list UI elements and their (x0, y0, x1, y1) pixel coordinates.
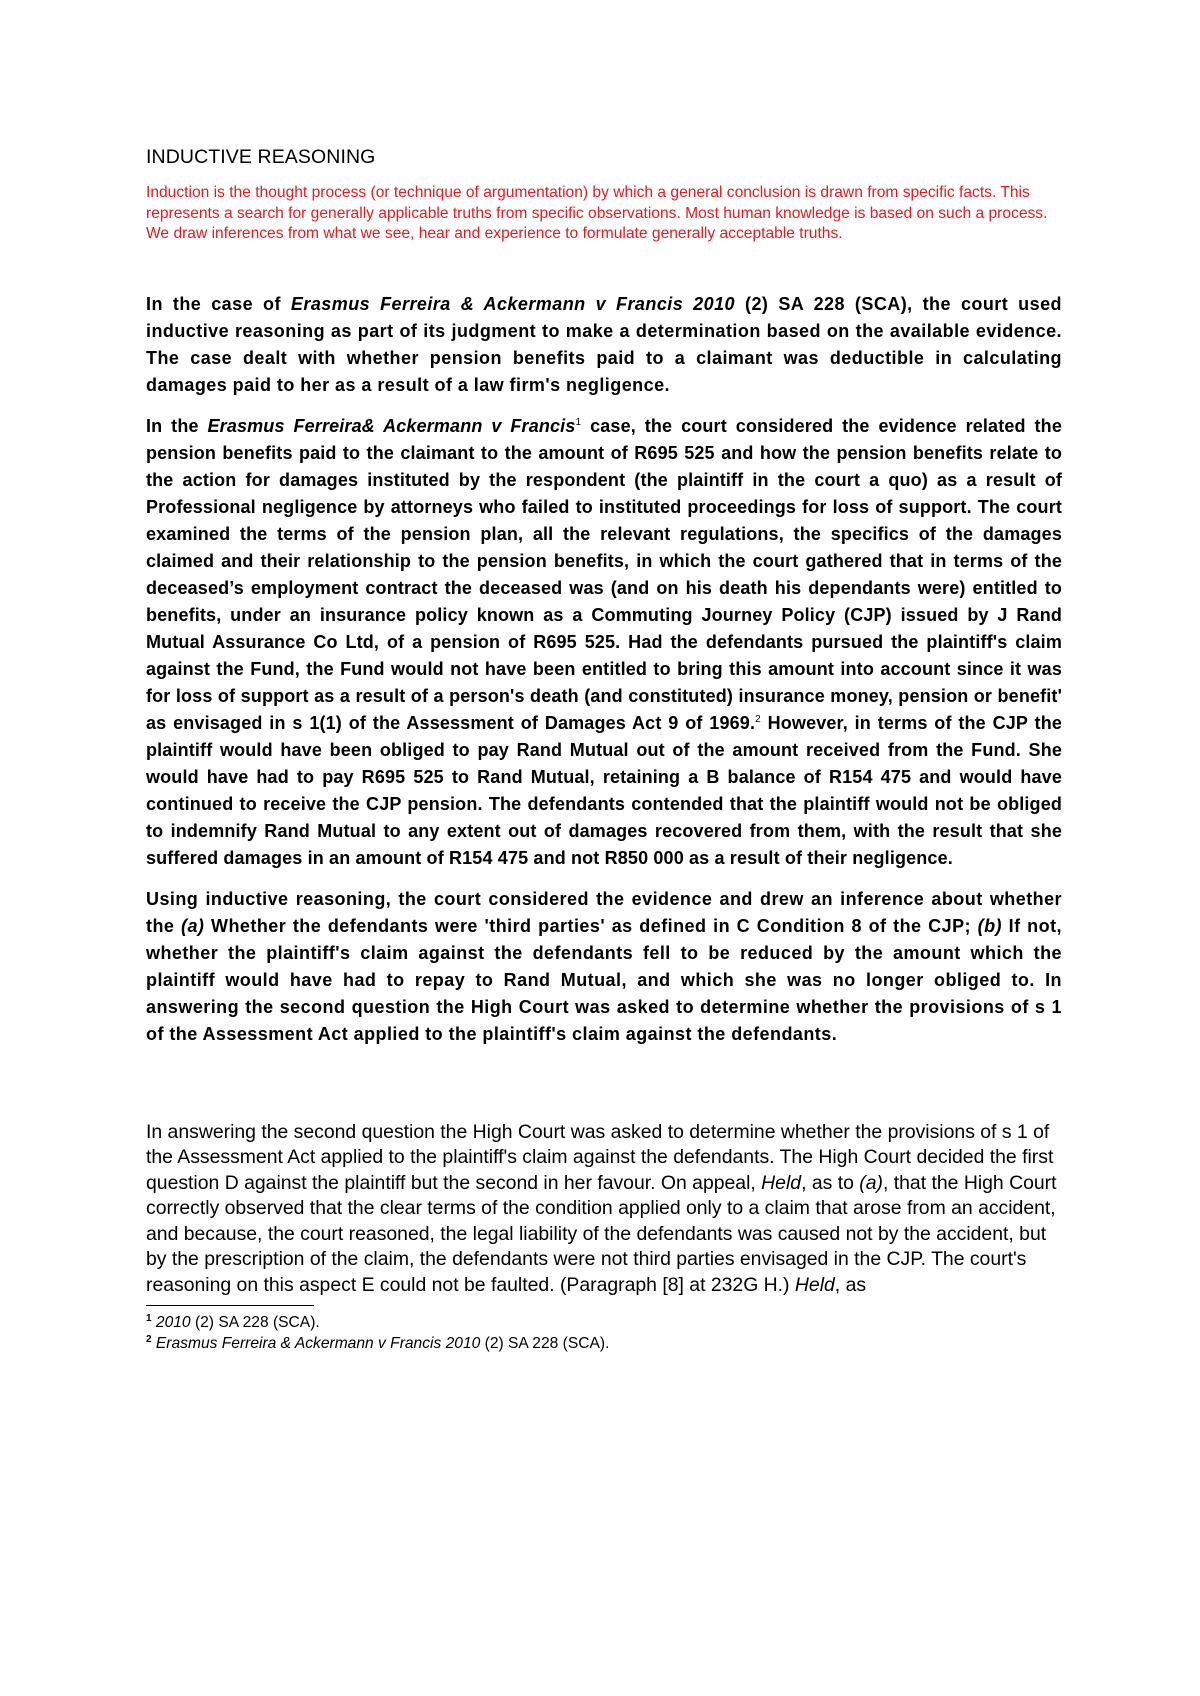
document-title: INDUCTIVE REASONING (146, 146, 376, 168)
case-citation: Erasmus Ferreira& Ackermann v Francis (207, 415, 576, 436)
footnote-ref-1[interactable]: 1 (575, 416, 582, 428)
footnote-ref-2[interactable]: 2 (755, 713, 761, 725)
footnote-2: $^2$ Erasmus Ferreira & Ackermann v Francis 2010 (2) SA 228 (SCA). (146, 1333, 610, 1352)
footnote-separator (146, 1305, 314, 1306)
paragraph-inference: Using inductive reasoning, the court considered the evidence and drew an inference about whether the (a) Whether the defendants were 'third parties' as defined in C Condition 8 of the CJP; (b) If not, whether the plaintiff's claim against the defendants fell to be reduced by the amount which the plaintiff would have had to repay to Rand Mutual, and which she was no longer obliged to. In answering the second question the High Court was asked to determine whether the provisions of s 1 of the Assessment Act applied to the plaintiff's claim against the defendants. (146, 888, 1062, 1044)
case-citation: Erasmus Ferreira & Ackermann v Francis 2010 (290, 293, 736, 314)
paragraph-evidence: In the Erasmus Ferreira& Ackermann v Francis$^1$ case, the court considered the evidence related the pension benefits paid to the claimant to the amount of R695 525 and how the pension benefits relate to the action for damages instituted by the respondent (the plaintiff in the court a quo) as a result of Professional negligence by attorneys who failed to instituted proceedings for loss of support. The court examined the terms of the pension plan, all the relevant regulations, the specifics of the damages claimed and their relationship to the pension benefits, in which the court gathered that in terms of the deceased’s employment contract the deceased was (and on his death his dependants were) entitled to benefits, under an insurance policy known as a Commuting Journey Policy (CJP) issued by J Rand Mutual Assurance Co Ltd, of a pension of R695 525. Had the defendants pursued the plaintiff's claim against the Fund, the Fund would not have been entitled to bring this amount into account since it was for loss of support as a result of a person's death (and constituted) insurance money, pension or benefit' as envisaged in s 1(1) of the Assessment of Damages Act 9 of 1969.$^2$ However, in terms of the CJP the plaintiff would have been obliged to pay Rand Mutual out of the amount received from the Fund. She would have had to pay R695 525 to Rand Mutual, retaining a B balance of R154 475 and would have continued to receive the CJP pension. The defendants contended that the plaintiff would not be obliged to indemnify Rand Mutual to any extent out of damages recovered from them, with the result that she suffered damages in an amount of R154 475 and not R850 000 as a result of their negligence. (146, 415, 1063, 868)
paragraph-case-intro: In the case of Erasmus Ferreira & Ackermann v Francis 2010 (2) SA 228 (SCA), the court used inductive reasoning as part of its judgment to make a determination based on the available evidence. The case dealt with whether pension benefits paid to a claimant was deductible in calculating damages paid to her as a result of a law firm's negligence. (146, 293, 1062, 395)
footnote-1: $^1$ 2010 (2) SA 228 (SCA). (146, 1312, 320, 1331)
intro-definition: Induction is the thought process (or technique of argumentation) by which a general conclusion is drawn from specific facts. This represents a search for generally applicable truths from specific observations. Most human knowledge is based on such a process. We draw inferences from what we see, hear and experience to formulate generally acceptable truths. (146, 184, 1048, 242)
paragraph-appeal: In answering the second question the High Court was asked to determine whether the provisions of s 1 of the Assessment Act applied to the plaintiff's claim against the defendants. The High Court decided the first question D against the plaintiff but the second in her favour. On appeal, Held, as to (a), that the High Court correctly observed that the clear terms of the condition applied only to a claim that arose from an accident, and because, the court reasoned, the legal liability of the defendants was caused not by the accident, but by the prescription of the claim, the defendants were not third parties envisaged in the CJP. The court's reasoning on this aspect E could not be faulted. (Paragraph [8] at 232G H.) Held, as (146, 1120, 1057, 1296)
